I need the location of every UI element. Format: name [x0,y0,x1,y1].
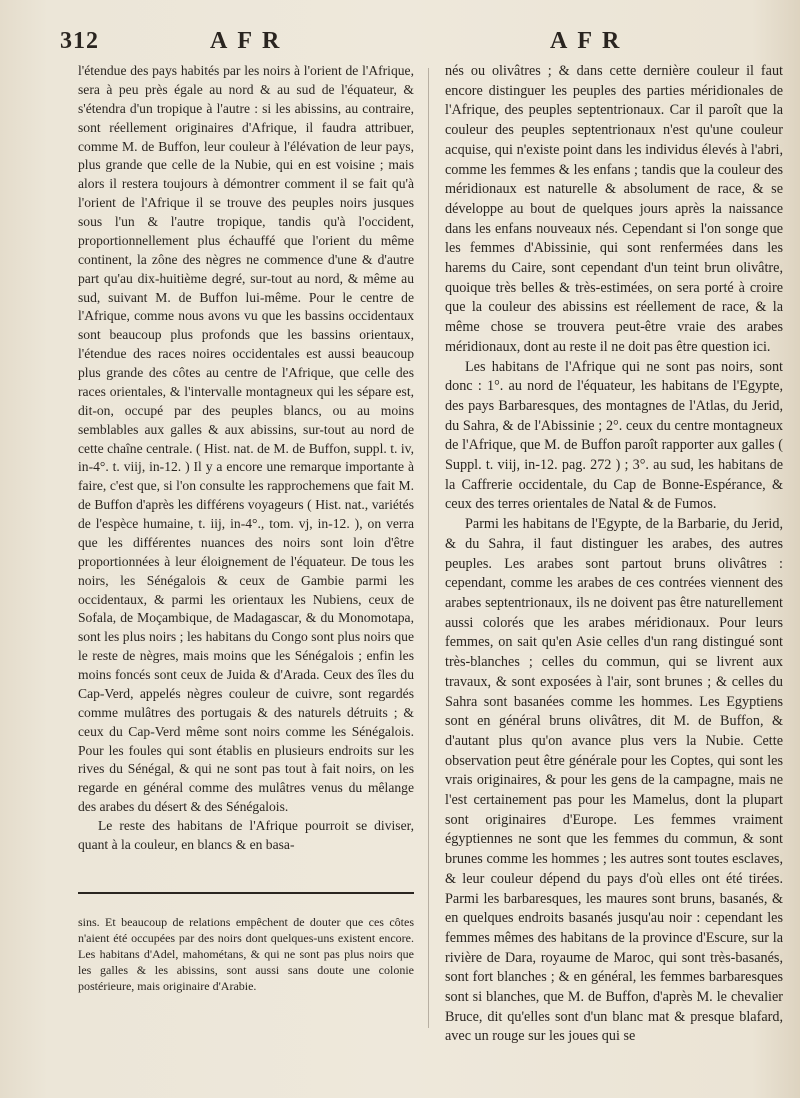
footnote-text: sins. Et beaucoup de relations empêchent de douter que ces côtes n'aient été occupées par des noirs dont quelques-uns existent encore. Les habitans d'Adel, mahométans, & qui ne sont pas plus noirs que les galles & les abissins, sont aussi sans doute une colonie postérieure, mais originaire d'Arabie. [78,915,414,993]
left-running-head: AFR [210,28,290,54]
right-column [445,62,783,1047]
right-paragraph-2: Les habitans de l'Afrique qui ne sont pas noirs, sont donc : 1°. au nord de l'équateur, les habitans de l'Egypte, des pays Barbaresques, des montagnes de l'Atlas, du Jerid, du Sahra, & de l'Abissinie ; 2°. ceux du centre montagneux de l'Afrique, que M. de Buffon paroît rapporter aux galles ( Suppl. t. viij, in-12. pag. 272 ) ; 3°. au sud, les habitans de la Caffrerie occidentale, du Cap de Bonne-Espérance, & ceux des terres orientales de Natal & de Fumos. [445,358,783,513]
left-paragraph-2: Le reste des habitans de l'Afrique pourroit se diviser, quant à la couleur, en blancs & en basa- [78,818,414,852]
column-divider [428,68,429,1028]
page-number: 312 [60,28,99,54]
left-column [78,62,414,855]
right-paragraph-1: nés ou olivâtres ; & dans cette dernière couleur il faut encore distinguer les peuples des parties méridionales de l'Afrique, des peuples septentrionaux. Car il paroît que la couleur des peuples septentrionaux n'est qu'une couleur acquise, qui n'existe point dans les individus élevés à l'abri, comme les femmes & les enfans ; tandis que la couleur des méridionaux est naturelle & absolument de race, & se développe au bout de quelques jours après la naissance dans les enfans nouveaux nés. Cependant si l'on songe que les femmes d'Abissinie, qui sont renfermées dans les harems du Caire, sont cependant d'un teint brun olivâtre, quoique très belles & très-estimées, on sera porté à croire que la couleur des abissins est réellement de race, & la même chose se trouvera peut-être vraie des arabes méridionaux, dont au reste il ne doit pas être question ici. [445,63,783,355]
footnote [78,914,414,994]
running-header [60,28,760,62]
right-running-head: AFR [550,28,630,54]
right-paragraph-3: Parmi les habitans de l'Egypte, de la Barbarie, du Jerid, & du Sahra, il faut distinguer les arabes, des autres peuples. Les arabes sont partout bruns olivâtres : cependant, comme les arabes de ces contrées viennent des arabes septentrionaux, ils ne doivent pas être naturellement aussi colorés que les arabes méridionaux. Pour leurs femmes, on sait qu'en Asie celles d'un rang distingué sont très-blanches ; celles du commun, qui se livrent aux travaux, & sont exposées à l'air, sont brunes ; & celles du Sahra sont basanées comme les hommes. Les Egyptiens sont en général bruns olivâtres, dit M. de Buffon, & d'autant plus qu'on avance plus vers la Nubie. Cette observation peut être générale pour les Coptes, qui sont les vrais originaires, & pour les gens de la campagne, mais ne l'est certainement pas pour les Mamelus, dont la plupart sont originaires d'Europe. Les femmes vraiment égyptiennes ne sont que les femmes du commun, & sont brunes comme les hommes ; les autres sont toutes esclaves, & leur couleur dépend du pays d'où elles ont été tirées. Parmi les barbaresques, les maures sont bruns, basanés, & en quelques endroits basanés jusqu'au noir : cependant les femmes mêmes des habitans de la province d'Escure, sur la rivière de Dara, royaume de Maroc, qui sont très-basanés, sont fort blanches ; & en général, les femmes barbaresques sont si blanches, que M. de Buffon, d'après M. le chevalier Bruce, dit qu'elles sont d'un blanc mat & presque blafard, avec un rouge sur les joues qui se [445,516,783,1045]
footnote-rule [78,892,414,894]
left-paragraph-1: l'étendue des pays habités par les noirs à l'orient de l'Afrique, sera à peu près égale au nord & au sud de l'équateur, & s'étendra d'un tropique à l'autre : si les abissins, au contraire, sont réellement originaires d'Afrique, il faudra attribuer, comme M. de Buffon, leur couleur à l'élévation de leur pays, plus grande que celle de la Nubie, qui en est voisine ; mais alors il restera toujours à démontrer comment il se fait qu'à l'orient de l'Afrique il se trouve des peuples noirs jusques sous l'un & l'autre tropique, tandis qu'à l'occident, proportionnellement plus échauffé que l'orient du même continent, la zône des nègres ne commence d'une & d'autre part qu'au dix-huitième degré, sur-tout au nord, & même au sud, suivant M. de Buffon lui-même. Pour le centre de l'Afrique, comme nous avons vu que les bassins occidentaux sont beaucoup plus profonds que les bassins orientaux, l'étendue des races noires occidentales est aussi beaucoup plus grande des côtes au centre de l'Afrique, que celle des races orientales, & l'intervalle montagneux qui les sépare est, dit-on, occupé par des peuples blancs, ou au moins semblables aux galles & aux abissins, sur-tout au nord de cette chaîne centrale. ( Hist. nat. de M. de Buffon, suppl. t. iv, in-4°. t. viij, in-12. ) Il y a encore une remarque importante à faire, c'est que, si l'on consulte les rapprochemens que fait M. de Buffon d'après les différens voyageurs ( Hist. nat., variétés de l'espèce humaine, t. iij, in-4°., tom. vj, in-12. ), on verra que les différentes nuances des noirs sont loin d'être proportionnées à leur éloignement de l'équateur. De tous les noirs, les Sénégalois & ceux de Gambie parmi les occidentaux, & parmi les orientaux les Nubiens, ceux de Sofala, de Moçambique, de Madagascar, & du Monomotapa, sont les plus noirs ; les habitans du Congo sont plus noirs que le reste de nègres, mais moins que les Sénégalois ; enfin les moins foncés sont ceux de Juida & d'Arada. Ceux des îles du Cap-Verd, appelés nègres couleur de cuivre, sont regardés comme mulâtres des portugais & des naturels détruits ; & ceux du Cap-Verd même sont noirs comme les Sénégalois. Pour les foules qui sont établis en plusieurs endroits sur les rives du Sénégal, & qui ne sont pas tout à fait noirs, on les regarde en général comme des mulâtres venus du mêlange des arabes du désert & des Sénégalois. [78,63,414,815]
